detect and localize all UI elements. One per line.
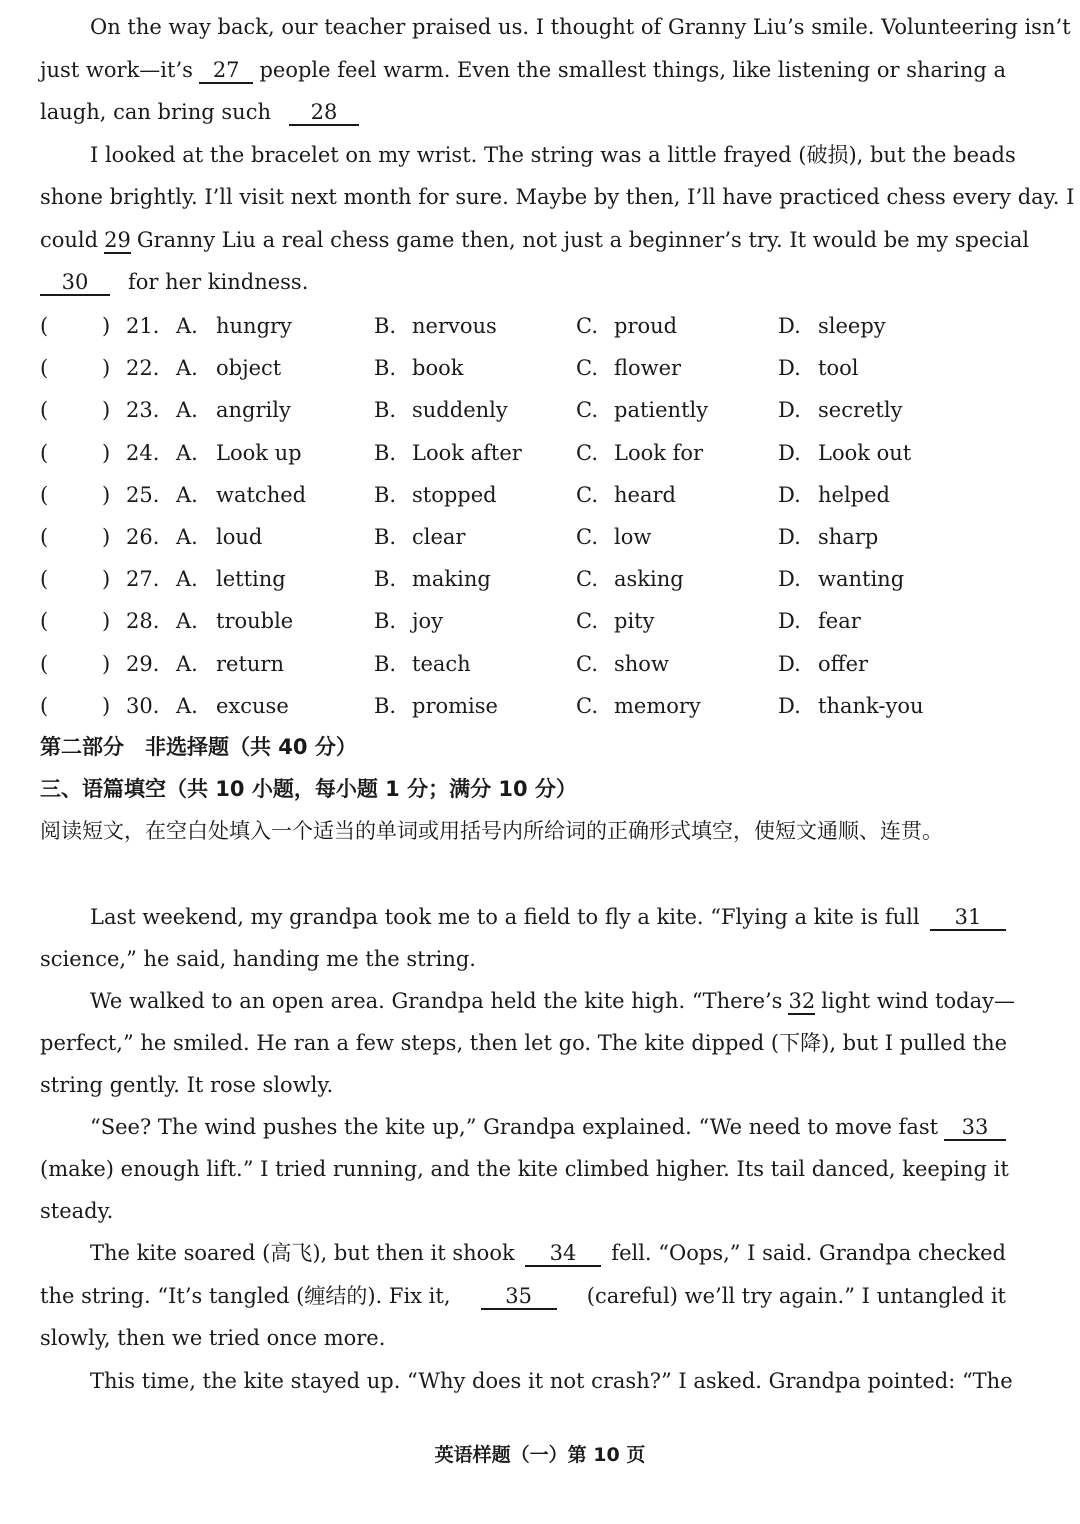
text: laugh, can bring such	[40, 100, 271, 124]
answer-paren-right[interactable]: )	[102, 398, 111, 422]
blank-28[interactable]: 28	[289, 100, 359, 126]
option-b-label: B.	[374, 609, 397, 633]
passage2-line8	[40, 1196, 1006, 1226]
option-c-text: show	[614, 652, 669, 676]
answer-paren-left[interactable]: (	[40, 314, 49, 338]
question-row	[40, 605, 1020, 637]
option-d-label: D.	[778, 356, 801, 380]
option-c-label: C.	[576, 398, 598, 422]
text: just work—it’s	[40, 58, 193, 82]
answer-paren-right[interactable]: )	[102, 483, 111, 507]
option-c-label: C.	[576, 441, 598, 465]
question-number: 21.	[126, 314, 160, 338]
option-d-text: Look out	[818, 441, 912, 465]
option-a-label: A.	[176, 314, 198, 338]
text: the string. “It’s tangled (缠结的). Fix it,	[40, 1284, 451, 1308]
option-d-label: D.	[778, 525, 801, 549]
passage2-line2	[40, 944, 1006, 974]
text: On the way back, our teacher praised us. I thought of Granny Liu’s smile. Volunteering isn’t	[90, 15, 1071, 39]
option-c-label: C.	[576, 694, 598, 718]
option-b-label: B.	[374, 652, 397, 676]
option-b-text: book	[412, 356, 464, 380]
option-d-text: sharp	[818, 525, 879, 549]
option-c-text: pity	[614, 609, 655, 633]
option-d-text: helped	[818, 483, 890, 507]
text: slowly, then we tried once more.	[40, 1326, 386, 1350]
passage2-line11	[40, 1323, 1006, 1353]
option-b-text: suddenly	[412, 398, 508, 422]
text: Last weekend, my grandpa took me to a field to fly a kite. “Flying a kite is full	[90, 905, 920, 929]
question-number: 30.	[126, 694, 160, 718]
question-row	[40, 648, 1020, 680]
question-row	[40, 563, 1020, 595]
option-a-text: hungry	[216, 314, 292, 338]
text: Granny Liu a real chess game then, not just a beginner’s try. It would be my special	[136, 228, 1030, 252]
answer-paren-right[interactable]: )	[102, 694, 111, 718]
option-d-text: thank-you	[818, 694, 924, 718]
question-row	[40, 690, 1020, 722]
option-b-text: joy	[412, 609, 444, 633]
option-d-text: fear	[818, 609, 861, 633]
page-footer: 英语样题（一）第 10 页	[434, 1444, 646, 1466]
text: for her kindness.	[128, 270, 309, 294]
text: science,” he said, handing me the string.	[40, 947, 476, 971]
option-a-text: angrily	[216, 398, 291, 422]
option-c-text: asking	[614, 567, 684, 591]
option-c-label: C.	[576, 567, 598, 591]
option-c-label: C.	[576, 525, 598, 549]
answer-paren-left[interactable]: (	[40, 441, 49, 465]
text: shone brightly. I’ll visit next month for sure. Maybe by then, I’ll have practiced chess every day. I	[40, 185, 1075, 209]
text: light wind today—	[821, 989, 1015, 1013]
blank-30[interactable]: 30	[40, 270, 110, 296]
option-a-text: object	[216, 356, 282, 380]
option-d-text: wanting	[818, 567, 905, 591]
option-b-text: stopped	[412, 483, 497, 507]
option-a-text: trouble	[216, 609, 294, 633]
option-b-text: Look after	[412, 441, 522, 465]
passage1-line1	[90, 12, 1071, 42]
text: “See? The wind pushes the kite up,” Grandpa explained. “We need to move fast	[90, 1115, 939, 1139]
option-d-text: offer	[818, 652, 869, 676]
option-d-label: D.	[778, 441, 801, 465]
option-c-label: C.	[576, 314, 598, 338]
option-d-text: secretly	[818, 398, 903, 422]
answer-paren-right[interactable]: )	[102, 525, 111, 549]
option-a-label: A.	[176, 441, 198, 465]
option-a-text: letting	[216, 567, 286, 591]
question-row	[40, 479, 1020, 511]
text: I looked at the bracelet on my wrist. The string was a little frayed (破损), but the beads	[90, 143, 1016, 167]
passage2-line9	[90, 1238, 1006, 1268]
option-a-text: return	[216, 652, 284, 676]
question-row	[40, 394, 1020, 426]
option-a-label: A.	[176, 356, 198, 380]
option-d-label: D.	[778, 609, 801, 633]
option-c-text: flower	[614, 356, 682, 380]
text: (make) enough lift.” I tried running, and the kite climbed higher. Its tail danced, keeping it	[40, 1157, 1009, 1181]
answer-paren-right[interactable]: )	[102, 609, 111, 633]
question-row	[40, 521, 1020, 553]
option-b-label: B.	[374, 356, 397, 380]
option-b-label: B.	[374, 694, 397, 718]
option-d-label: D.	[778, 483, 801, 507]
option-c-label: C.	[576, 483, 598, 507]
option-b-label: B.	[374, 314, 397, 338]
passage1-line6	[40, 225, 1030, 255]
blank-29[interactable]: 29	[104, 228, 131, 252]
option-b-label: B.	[374, 567, 397, 591]
text: (careful) we’ll try again.” I untangled it	[586, 1284, 1006, 1308]
blank-31[interactable]: 31	[930, 905, 1006, 931]
passage2-line5	[40, 1070, 1006, 1100]
option-c-label: C.	[576, 609, 598, 633]
option-d-label: D.	[778, 314, 801, 338]
option-b-label: B.	[374, 441, 397, 465]
blank-34[interactable]: 34	[525, 1241, 601, 1267]
blank-35[interactable]: 35	[481, 1284, 557, 1310]
option-b-label: B.	[374, 525, 397, 549]
answer-paren-left[interactable]: (	[40, 398, 49, 422]
text: perfect,” he smiled. He ran a few steps, then let go. The kite dipped (下降), but I pulled the	[40, 1031, 1008, 1055]
passage1-line2	[40, 55, 1006, 85]
answer-paren-right[interactable]: )	[102, 314, 111, 338]
question-number: 22.	[126, 356, 160, 380]
answer-paren-right[interactable]: )	[102, 567, 111, 591]
answer-paren-left[interactable]: (	[40, 609, 49, 633]
option-c-text: heard	[614, 483, 676, 507]
text: people feel warm. Even the smallest things, like listening or sharing a	[259, 58, 1006, 82]
passage2-line10	[40, 1281, 1006, 1311]
passage2-line12	[90, 1366, 1013, 1396]
blank-33[interactable]: 33	[944, 1115, 1006, 1141]
text: steady.	[40, 1199, 114, 1223]
text: This time, the kite stayed up. “Why does it not crash?” I asked. Grandpa pointed: “The	[90, 1369, 1013, 1393]
option-c-text: low	[614, 525, 652, 549]
answer-paren-left[interactable]: (	[40, 356, 49, 380]
blank-32[interactable]: 32	[788, 989, 816, 1013]
option-b-text: teach	[412, 652, 471, 676]
question-number: 28.	[126, 609, 160, 633]
passage2-line3	[90, 986, 1015, 1016]
option-b-text: nervous	[412, 314, 497, 338]
instructions: 阅读短文，在空白处填入一个适当的单词或用括号内所给词的正确形式填空，使短文通顺、连贯。	[40, 819, 943, 843]
text: We walked to an open area. Grandpa held the kite high. “There’s	[90, 989, 783, 1013]
passage2-line4	[40, 1028, 1006, 1058]
option-b-text: making	[412, 567, 491, 591]
option-d-label: D.	[778, 398, 801, 422]
option-b-label: B.	[374, 398, 397, 422]
option-a-text: Look up	[216, 441, 302, 465]
passage2-line7	[40, 1154, 1009, 1184]
option-c-text: Look for	[614, 441, 704, 465]
question-row	[40, 310, 1020, 342]
question-number: 23.	[126, 398, 160, 422]
option-a-label: A.	[176, 652, 198, 676]
answer-paren-right[interactable]: )	[102, 441, 111, 465]
passage1-line3	[40, 97, 1006, 127]
option-b-text: promise	[412, 694, 498, 718]
question-row	[40, 437, 1020, 469]
passage1-line7	[40, 267, 1006, 297]
option-c-text: memory	[614, 694, 701, 718]
text: fell. “Oops,” I said. Grandpa checked	[611, 1241, 1006, 1265]
passage1-line4	[90, 140, 1016, 170]
answer-paren-right[interactable]: )	[102, 356, 111, 380]
answer-paren-left[interactable]: (	[40, 525, 49, 549]
section2-title: 第二部分 非选择题（共 40 分）	[40, 735, 357, 759]
answer-paren-right[interactable]: )	[102, 652, 111, 676]
answer-paren-left[interactable]: (	[40, 483, 49, 507]
option-a-label: A.	[176, 694, 198, 718]
option-a-text: watched	[216, 483, 307, 507]
text: string gently. It rose slowly.	[40, 1073, 334, 1097]
option-d-label: D.	[778, 652, 801, 676]
option-d-label: D.	[778, 694, 801, 718]
text: could	[40, 228, 99, 252]
option-d-label: D.	[778, 567, 801, 591]
question-row	[40, 352, 1020, 384]
passage2-line6	[90, 1112, 1006, 1142]
option-c-label: C.	[576, 652, 598, 676]
question-number: 24.	[126, 441, 160, 465]
option-a-label: A.	[176, 609, 198, 633]
option-a-text: excuse	[216, 694, 289, 718]
passage1-line5	[40, 182, 1075, 212]
blank-27[interactable]: 27	[199, 58, 254, 84]
question-number: 25.	[126, 483, 160, 507]
text: The kite soared (高飞), but then it shook	[90, 1241, 515, 1265]
option-b-text: clear	[412, 525, 466, 549]
option-c-text: proud	[614, 314, 678, 338]
option-b-label: B.	[374, 483, 397, 507]
option-a-label: A.	[176, 398, 198, 422]
section3-title: 三、语篇填空（共 10 小题，每小题 1 分；满分 10 分）	[40, 777, 577, 801]
option-d-text: tool	[818, 356, 859, 380]
option-c-label: C.	[576, 356, 598, 380]
option-a-label: A.	[176, 483, 198, 507]
question-number: 27.	[126, 567, 160, 591]
passage2-line1	[90, 902, 1006, 932]
answer-paren-left[interactable]: (	[40, 567, 49, 591]
question-number: 29.	[126, 652, 160, 676]
answer-paren-left[interactable]: (	[40, 694, 49, 718]
option-a-label: A.	[176, 567, 198, 591]
option-d-text: sleepy	[818, 314, 886, 338]
option-a-label: A.	[176, 525, 198, 549]
question-number: 26.	[126, 525, 160, 549]
answer-paren-left[interactable]: (	[40, 652, 49, 676]
option-a-text: loud	[216, 525, 263, 549]
option-c-text: patiently	[614, 398, 709, 422]
